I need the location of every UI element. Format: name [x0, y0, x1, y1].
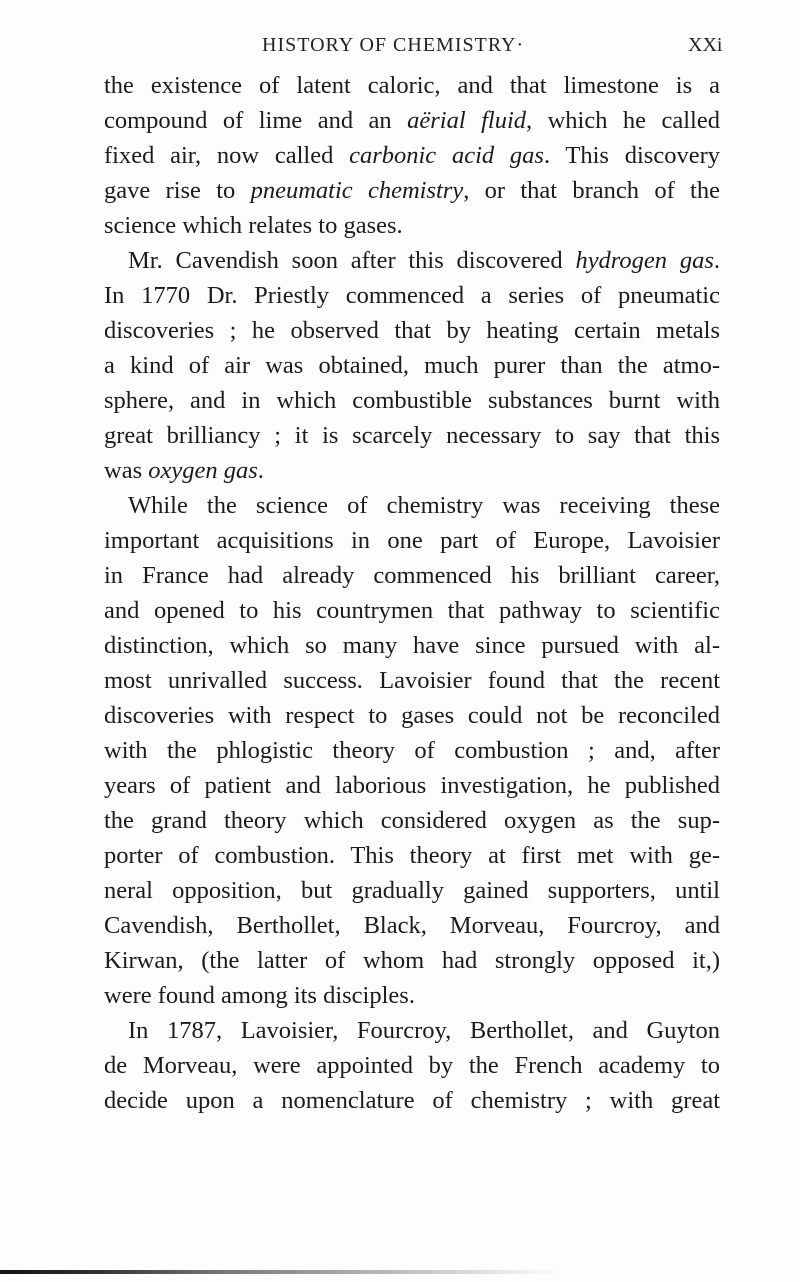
text-line: important acquisitions in one part of Europe, Lavoisier [104, 527, 720, 554]
text-line: years of patient and laborious investigation, he published [104, 772, 720, 799]
text-line: the grand theory which considered oxygen as the sup- [104, 807, 720, 834]
text-line: most unrivalled success. Lavoisier found that the recent [104, 667, 720, 694]
text-line: sphere, and in which combustible substances burnt with [104, 387, 720, 414]
text-line: Mr. Cavendish soon after this discovered hydrogen gas. [128, 247, 720, 274]
italic-term: oxygen gas [148, 457, 258, 484]
text-line: were found among its disciples. [104, 982, 415, 1009]
italic-term: pneumatic chemistry [250, 177, 464, 204]
text-line: Kirwan, (the latter of whom had strongly opposed it,) [104, 947, 720, 974]
text-line: was oxygen gas. [104, 457, 264, 484]
text-line: fixed air, now called carbonic acid gas. This discovery [104, 142, 720, 169]
text-line: de Morveau, were appointed by the French academy to [104, 1052, 720, 1079]
text-line: science which relates to gases. [104, 212, 403, 239]
text-line: gave rise to pneumatic chemistry, or that branch of the [104, 177, 720, 204]
text-line: porter of combustion. This theory at first met with ge- [104, 842, 720, 869]
text-line: discoveries with respect to gases could not be reconciled [104, 702, 720, 729]
text-line: discoveries ; he observed that by heating certain metals [104, 317, 720, 344]
italic-term: hydrogen gas [575, 247, 714, 274]
running-head-title: HISTORY OF CHEMISTRY· [262, 34, 525, 56]
italic-term: carbonic acid gas [349, 142, 544, 169]
text-line: decide upon a nomenclature of chemistry ; with great [104, 1087, 720, 1114]
text-line: great brilliancy ; it is scarcely necessary to say that this [104, 422, 720, 449]
text-line: a kind of air was obtained, much purer than the atmo- [104, 352, 720, 379]
text-line: the existence of latent caloric, and that limestone is a [104, 72, 720, 99]
page-number: XXi [688, 34, 723, 56]
text-line: While the science of chemistry was receiving these [128, 492, 720, 519]
text-line: Cavendish, Berthollet, Black, Morveau, Fourcroy, and [104, 912, 720, 939]
bottom-edge-shadow [0, 1270, 560, 1274]
text-line: and opened to his countrymen that pathway to scientific [104, 597, 720, 624]
running-head [0, 20, 800, 60]
text-line: in France had already commenced his brilliant career, [104, 562, 720, 589]
text-line: In 1787, Lavoisier, Fourcroy, Berthollet, and Guyton [128, 1017, 720, 1044]
italic-term: aërial fluid [407, 107, 527, 134]
body-text [104, 68, 720, 1118]
text-line: compound of lime and an aërial fluid, which he called [104, 107, 720, 134]
text-line: neral opposition, but gradually gained supporters, until [104, 877, 720, 904]
text-line: distinction, which so many have since pursued with al- [104, 632, 720, 659]
text-line: In 1770 Dr. Priestly commenced a series of pneumatic [104, 282, 720, 309]
text-line: with the phlogistic theory of combustion ; and, after [104, 737, 720, 764]
